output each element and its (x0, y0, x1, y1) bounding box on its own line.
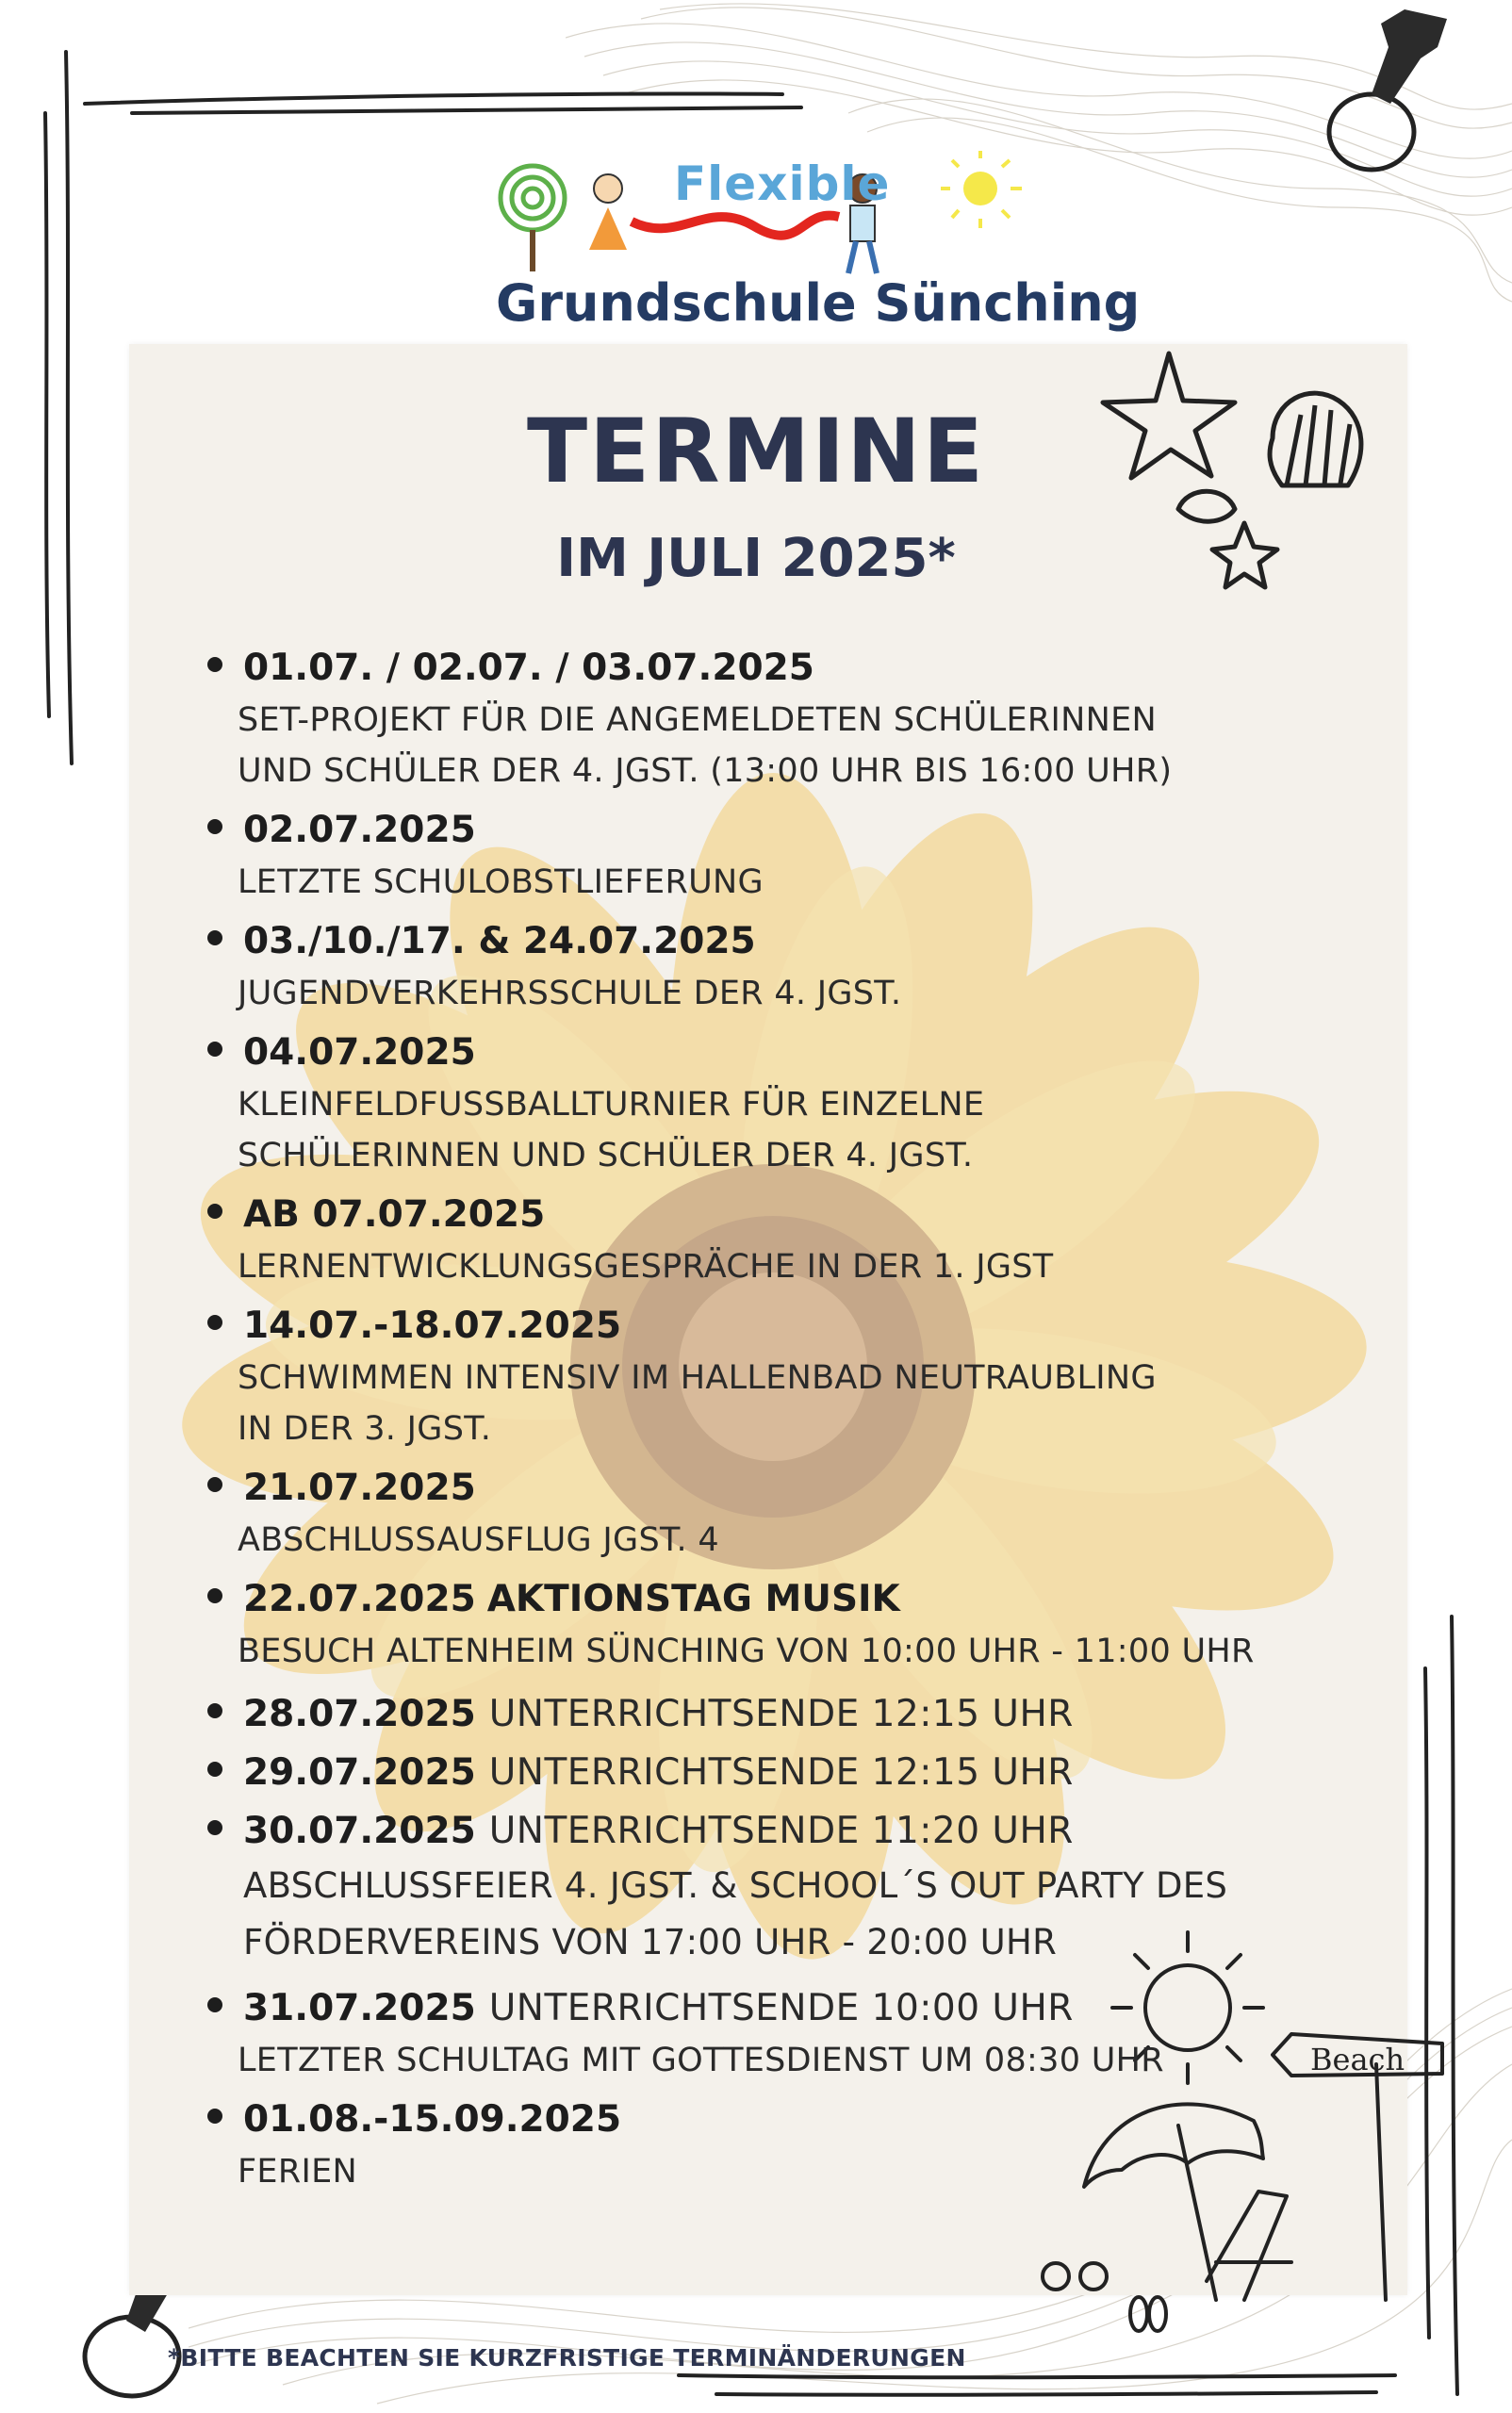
event-description: FERIEN (238, 2153, 357, 2191)
event-item (207, 1462, 1320, 1566)
event-description: ABSCHLUSSFEIER 4. JGST. & SCHOOL´S OUT PARTY DES (243, 1865, 1228, 1906)
event-header (207, 1982, 1320, 2035)
event-item (207, 1300, 1320, 1454)
school-logo (490, 151, 1141, 349)
event-description: LETZTER SCHULTAG MIT GOTTESDIENST UM 08:30 UHR (238, 2042, 1164, 2079)
event-date: 01.08.-15.09.2025 (243, 2098, 622, 2141)
event-date: 03./10./17. & 24.07.2025 (243, 920, 756, 962)
event-description: LERNENTWICKLUNGSGESPRÄCHE IN DER 1. JGST (238, 1248, 1054, 1286)
event-item (207, 1747, 1320, 1799)
event-date: 22.07.2025 (243, 1578, 476, 1620)
event-description: IN DER 3. JGST. (238, 1410, 492, 1448)
bullet-icon (207, 1042, 222, 1057)
bullet-icon (207, 1703, 222, 1718)
bullet-icon (207, 1588, 222, 1603)
event-date: 31.07.2025 (243, 1987, 476, 2029)
event-item (207, 1573, 1320, 1677)
event-date: 29.07.2025 (243, 1751, 476, 1794)
event-date: 02.07.2025 (243, 809, 476, 851)
event-header (207, 1462, 1320, 1515)
event-description: JUGENDVERKEHRSSCHULE DER 4. JGST. (238, 975, 902, 1012)
event-header (207, 1189, 1320, 1241)
bullet-icon (207, 819, 222, 834)
page-title: TERMINE (526, 401, 986, 503)
logo-text-flexible: Flexible (674, 156, 891, 211)
event-date: 30.07.2025 (243, 1810, 476, 1852)
bullet-icon (207, 1477, 222, 1492)
event-date: AB 07.07.2025 (243, 1193, 546, 1236)
event-description: SCHÜLERINNEN UND SCHÜLER DER 4. JGST. (238, 1137, 974, 1174)
event-item (207, 804, 1320, 908)
event-inline-description: UNTERRICHTSENDE 12:15 UHR (488, 1751, 1074, 1794)
event-header (207, 1747, 1320, 1799)
event-item (207, 642, 1320, 796)
event-date: 14.07.-18.07.2025 (243, 1305, 622, 1347)
event-item (207, 1189, 1320, 1292)
event-header (207, 1026, 1320, 1079)
event-header (207, 1805, 1320, 1858)
bullet-icon (207, 1315, 222, 1330)
logo-text-school-name: Grundschule Sünching (496, 273, 1141, 333)
event-header (207, 642, 1320, 695)
bullet-icon (207, 1762, 222, 1777)
event-header (207, 1300, 1320, 1353)
page-subtitle: IM JULI 2025* (556, 528, 956, 589)
event-item (207, 1805, 1320, 1971)
bullet-icon (207, 1820, 222, 1835)
event-description: SET-PROJEKT FÜR DIE ANGEMELDETEN SCHÜLERINNEN (238, 701, 1158, 739)
bullet-icon (207, 1997, 222, 2012)
event-description: KLEINFELDFUSSBALLTURNIER FÜR EINZELNE (238, 1086, 985, 1124)
event-inline-description: UNTERRICHTSENDE 12:15 UHR (488, 1693, 1074, 1735)
event-inline-description: UNTERRICHTSENDE 10:00 UHR (488, 1987, 1074, 2029)
event-description: LETZTE SCHULOBSTLIEFERUNG (238, 863, 764, 901)
event-description: FÖRDERVEREINS VON 17:00 UHR - 20:00 UHR (243, 1922, 1058, 1962)
event-description: ABSCHLUSSAUSFLUG JGST. 4 (238, 1521, 719, 1559)
beach-sign-text: Beach (1310, 2042, 1405, 2077)
event-item (207, 915, 1320, 1019)
event-description: BESUCH ALTENHEIM SÜNCHING VON 10:00 UHR - 11:00 UHR (238, 1633, 1255, 1670)
event-date: 01.07. / 02.07. / 03.07.2025 (243, 647, 814, 689)
event-description: UND SCHÜLER DER 4. JGST. (13:00 UHR BIS 16:00 UHR) (238, 752, 1173, 790)
event-header (207, 1573, 1320, 1626)
event-item (207, 1026, 1320, 1181)
event-list (207, 636, 1320, 2197)
event-header (207, 1688, 1320, 1741)
event-header (207, 2093, 1320, 2146)
event-description: SCHWIMMEN INTENSIV IM HALLENBAD NEUTRAUBLING (238, 1359, 1157, 1397)
bullet-icon (207, 1204, 222, 1219)
bullet-icon (207, 657, 222, 672)
event-header (207, 915, 1320, 968)
event-item (207, 1982, 1320, 2086)
push-pin-icon (1315, 0, 1466, 179)
event-date: 28.07.2025 (243, 1693, 476, 1735)
event-item (207, 1688, 1320, 1741)
event-item (207, 2093, 1320, 2197)
footnote: *BITTE BEACHTEN SIE KURZFRISTIGE TERMINÄNDERUNGEN (168, 2344, 966, 2372)
event-title: AKTIONSTAG MUSIK (486, 1578, 900, 1620)
event-date: 21.07.2025 (243, 1467, 476, 1509)
event-date: 04.07.2025 (243, 1031, 476, 1074)
event-header (207, 804, 1320, 857)
bullet-icon (207, 2109, 222, 2124)
event-inline-description: UNTERRICHTSENDE 11:20 UHR (488, 1810, 1074, 1852)
bullet-icon (207, 930, 222, 945)
